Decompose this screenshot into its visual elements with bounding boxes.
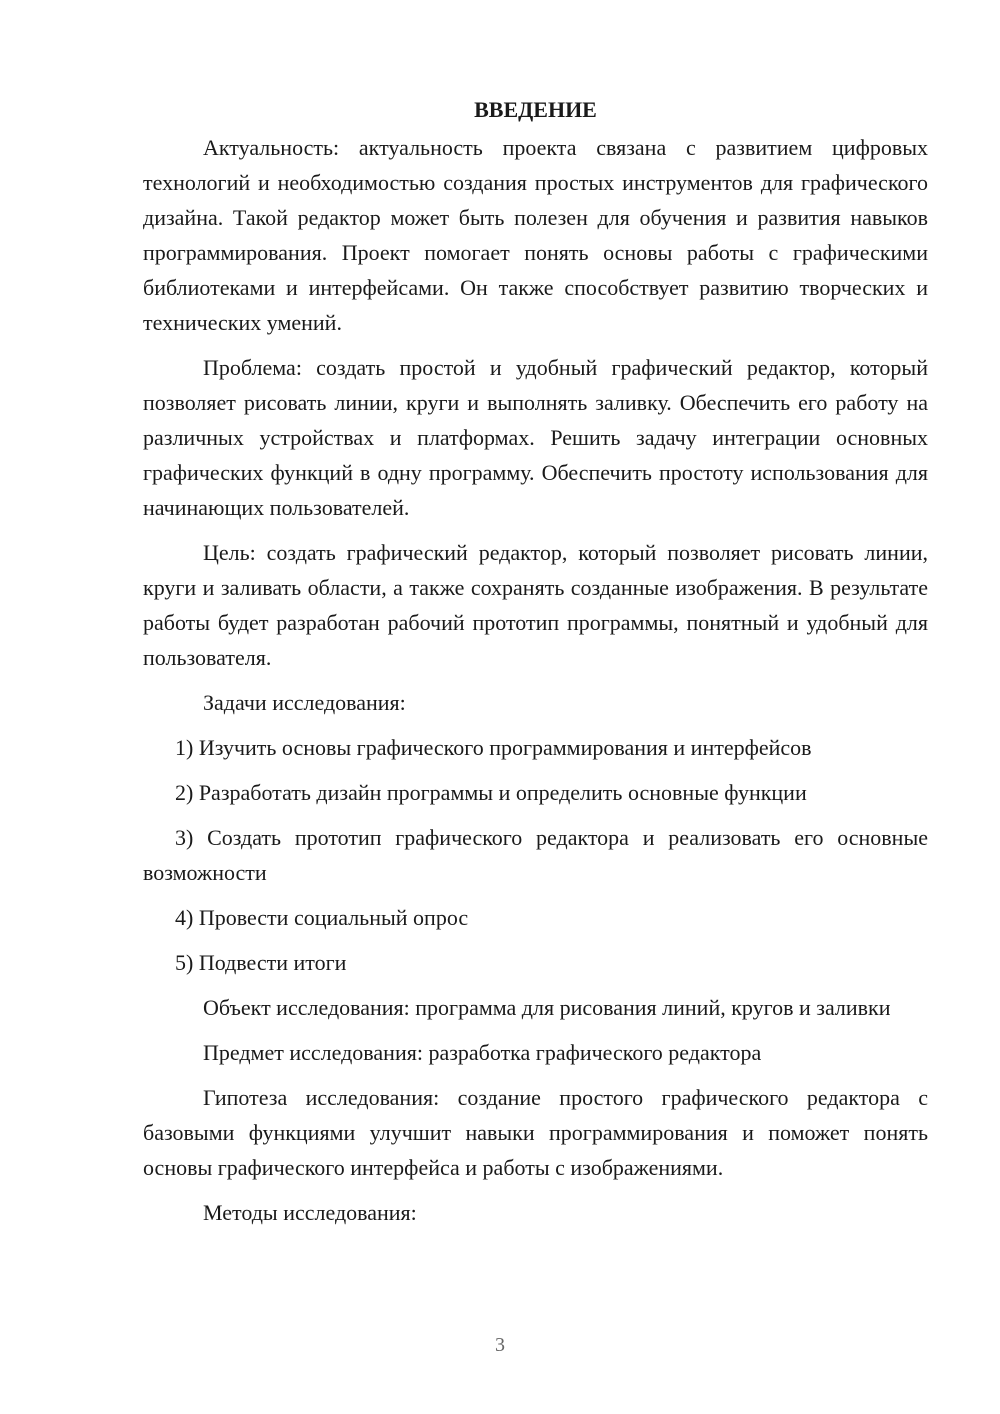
section-title: ВВЕДЕНИЕ [474, 97, 597, 122]
task-item: 4) Провести социальный опрос [175, 905, 469, 930]
page-number: 3 [495, 1334, 505, 1356]
task-item: 5) Подвести итоги [175, 950, 347, 975]
paragraph-hypothesis: Гипотеза исследования: создание простого графического редактора с базовыми функциями улучшит навыки программирования и поможет понять основы графического интерфейса и работы с изображениями. [143, 1085, 928, 1180]
task-item: 1) Изучить основы графического программирования и интерфейсов [175, 735, 812, 760]
paragraph-object: Объект исследования: программа для рисования линий, кругов и заливки [203, 995, 891, 1020]
methods-heading: Методы исследования: [203, 1200, 417, 1225]
tasks-heading: Задачи исследования: [203, 690, 406, 715]
paragraph-problem: Проблема: создать простой и удобный графический редактор, который позволяет рисовать линии, круги и выполнять заливку. Обеспечить его работу на различных устройствах и платформах. Решить задачу интеграции основных графических функций в одну программу. Обеспечить простоту использования для начинающих пользователей. [143, 355, 928, 520]
paragraph-subject: Предмет исследования: разработка графического редактора [203, 1040, 762, 1065]
paragraph-goal: Цель: создать графический редактор, который позволяет рисовать линии, круги и заливать области, а также сохранять созданные изображения. В результате работы будет разработан рабочий прототип программы, понятный и удобный для пользователя. [143, 540, 928, 670]
task-item: 2) Разработать дизайн программы и определить основные функции [175, 780, 807, 805]
task-item: 3) Создать прототип графического редактора и реализовать его основные возможности [143, 825, 928, 885]
paragraph-relevance: Актуальность: актуальность проекта связана с развитием цифровых технологий и необходимостью создания простых инструментов для графического дизайна. Такой редактор может быть полезен для обучения и развития навыков программирования. Проект помогает понять основы работы с графическими библиотеками и интерфейсами. Он также способствует развитию творческих и технических умений. [143, 135, 928, 335]
document-page [143, 92, 928, 1240]
